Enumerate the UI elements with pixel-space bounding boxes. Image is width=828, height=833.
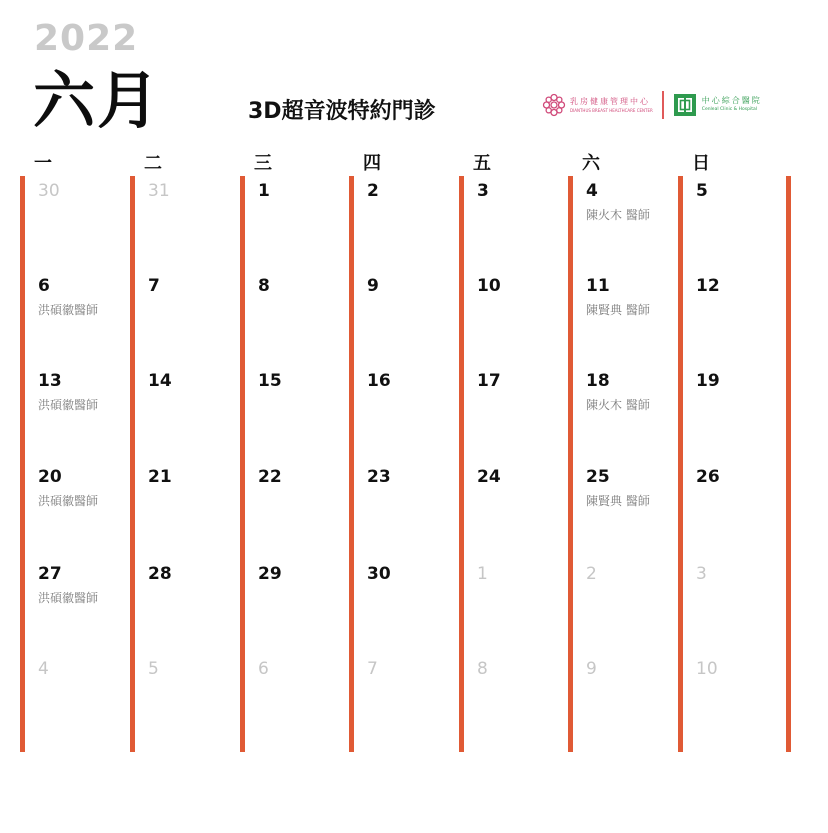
day-number: 13 <box>38 371 62 391</box>
day-number: 14 <box>148 371 172 391</box>
logo-bar <box>541 91 762 119</box>
doctor-note: 洪碩徽醫師 <box>38 398 99 412</box>
day-cell <box>586 276 681 318</box>
day-number: 4 <box>586 181 598 201</box>
doctor-note: 陳火木 醫師 <box>586 208 650 222</box>
day-cell <box>696 276 791 296</box>
day-number: 3 <box>696 564 707 584</box>
breast-center-logo <box>541 92 653 118</box>
day-cell <box>148 564 243 584</box>
day-number: 8 <box>477 659 488 679</box>
doctor-note: 洪碩徽醫師 <box>38 591 99 605</box>
year-label: 2022 <box>34 18 139 59</box>
day-cell <box>586 564 681 584</box>
day-number: 22 <box>258 467 282 487</box>
day-number: 1 <box>258 181 270 201</box>
day-cell <box>258 659 353 679</box>
day-cell <box>477 564 572 584</box>
day-cell <box>696 659 791 679</box>
day-number: 8 <box>258 276 270 296</box>
day-cell <box>38 659 133 679</box>
day-cell <box>367 467 462 487</box>
logo-divider <box>662 91 664 119</box>
day-number: 28 <box>148 564 172 584</box>
day-cell <box>148 371 243 391</box>
weekday-header: 六 <box>582 153 600 174</box>
day-number: 5 <box>696 181 708 201</box>
day-cell <box>38 276 133 318</box>
doctor-note: 洪碩徽醫師 <box>38 303 99 317</box>
day-cell <box>38 564 133 606</box>
day-number: 6 <box>38 276 50 296</box>
day-cell <box>586 181 681 223</box>
doctor-note: 陳賢典 醫師 <box>586 303 650 317</box>
day-cell <box>367 276 462 296</box>
day-number: 11 <box>586 276 610 296</box>
weekday-header: 日 <box>692 153 710 174</box>
day-cell <box>696 564 791 584</box>
day-number: 24 <box>477 467 501 487</box>
day-cell <box>696 467 791 487</box>
day-cell <box>586 659 681 679</box>
weekday-header: 三 <box>254 153 272 174</box>
column-divider-line <box>20 176 25 752</box>
day-number: 10 <box>477 276 501 296</box>
day-cell <box>38 467 133 509</box>
day-cell <box>477 467 572 487</box>
day-number: 17 <box>477 371 501 391</box>
day-cell <box>367 564 462 584</box>
day-cell <box>258 371 353 391</box>
day-number: 26 <box>696 467 720 487</box>
doctor-note: 陳賢典 醫師 <box>586 494 650 508</box>
clinic-name-en: Cenleal Clinic & Hospital <box>701 107 757 113</box>
day-number: 6 <box>258 659 269 679</box>
doctor-note: 洪碩徽醫師 <box>38 494 99 508</box>
day-cell <box>477 276 572 296</box>
day-number: 16 <box>367 371 391 391</box>
day-cell <box>38 371 133 413</box>
day-cell <box>477 659 572 679</box>
day-number: 18 <box>586 371 610 391</box>
day-number: 10 <box>696 659 718 679</box>
clinic-logo-icon <box>673 93 697 117</box>
day-cell <box>38 181 133 201</box>
day-cell <box>367 659 462 679</box>
day-number: 30 <box>38 181 60 201</box>
weekday-header: 五 <box>473 153 491 174</box>
day-cell <box>367 371 462 391</box>
clinic-logo <box>673 93 762 117</box>
day-number: 12 <box>696 276 720 296</box>
day-number: 7 <box>148 276 160 296</box>
day-number: 27 <box>38 564 62 584</box>
day-number: 5 <box>148 659 159 679</box>
day-cell <box>586 371 681 413</box>
weekday-header: 四 <box>363 153 381 174</box>
day-cell <box>258 276 353 296</box>
weekday-header: 二 <box>144 153 162 174</box>
day-cell <box>367 181 462 201</box>
day-cell <box>477 371 572 391</box>
day-cell <box>586 467 681 509</box>
day-number: 1 <box>477 564 488 584</box>
day-cell <box>696 371 791 391</box>
day-cell <box>258 181 353 201</box>
breast-center-name-en: DIANTHUS BREAST HEALTHCARE CENTER <box>570 107 653 113</box>
day-number: 4 <box>38 659 49 679</box>
day-cell <box>148 181 243 201</box>
day-number: 19 <box>696 371 720 391</box>
month-label: 六月 <box>33 64 162 137</box>
day-cell <box>477 181 572 201</box>
clinic-name: 中心綜合醫院 <box>701 96 762 106</box>
day-number: 2 <box>586 564 597 584</box>
page-title: 3D超音波特約門診 <box>248 99 436 124</box>
day-cell <box>148 467 243 487</box>
day-cell <box>148 659 243 679</box>
day-number: 30 <box>367 564 391 584</box>
day-number: 21 <box>148 467 172 487</box>
day-number: 29 <box>258 564 282 584</box>
day-cell <box>258 564 353 584</box>
day-number: 23 <box>367 467 391 487</box>
day-cell <box>696 181 791 201</box>
day-number: 20 <box>38 467 62 487</box>
day-number: 7 <box>367 659 378 679</box>
day-number: 2 <box>367 181 379 201</box>
flower-logo-icon <box>541 92 567 118</box>
day-number: 31 <box>148 181 170 201</box>
breast-center-name: 乳房健康管理中心 <box>570 96 650 106</box>
day-number: 25 <box>586 467 610 487</box>
day-number: 9 <box>367 276 379 296</box>
day-number: 3 <box>477 181 489 201</box>
doctor-note: 陳火木 醫師 <box>586 398 650 412</box>
day-cell <box>258 467 353 487</box>
day-number: 9 <box>586 659 597 679</box>
day-number: 15 <box>258 371 282 391</box>
day-cell <box>148 276 243 296</box>
weekday-header: 一 <box>34 153 52 174</box>
